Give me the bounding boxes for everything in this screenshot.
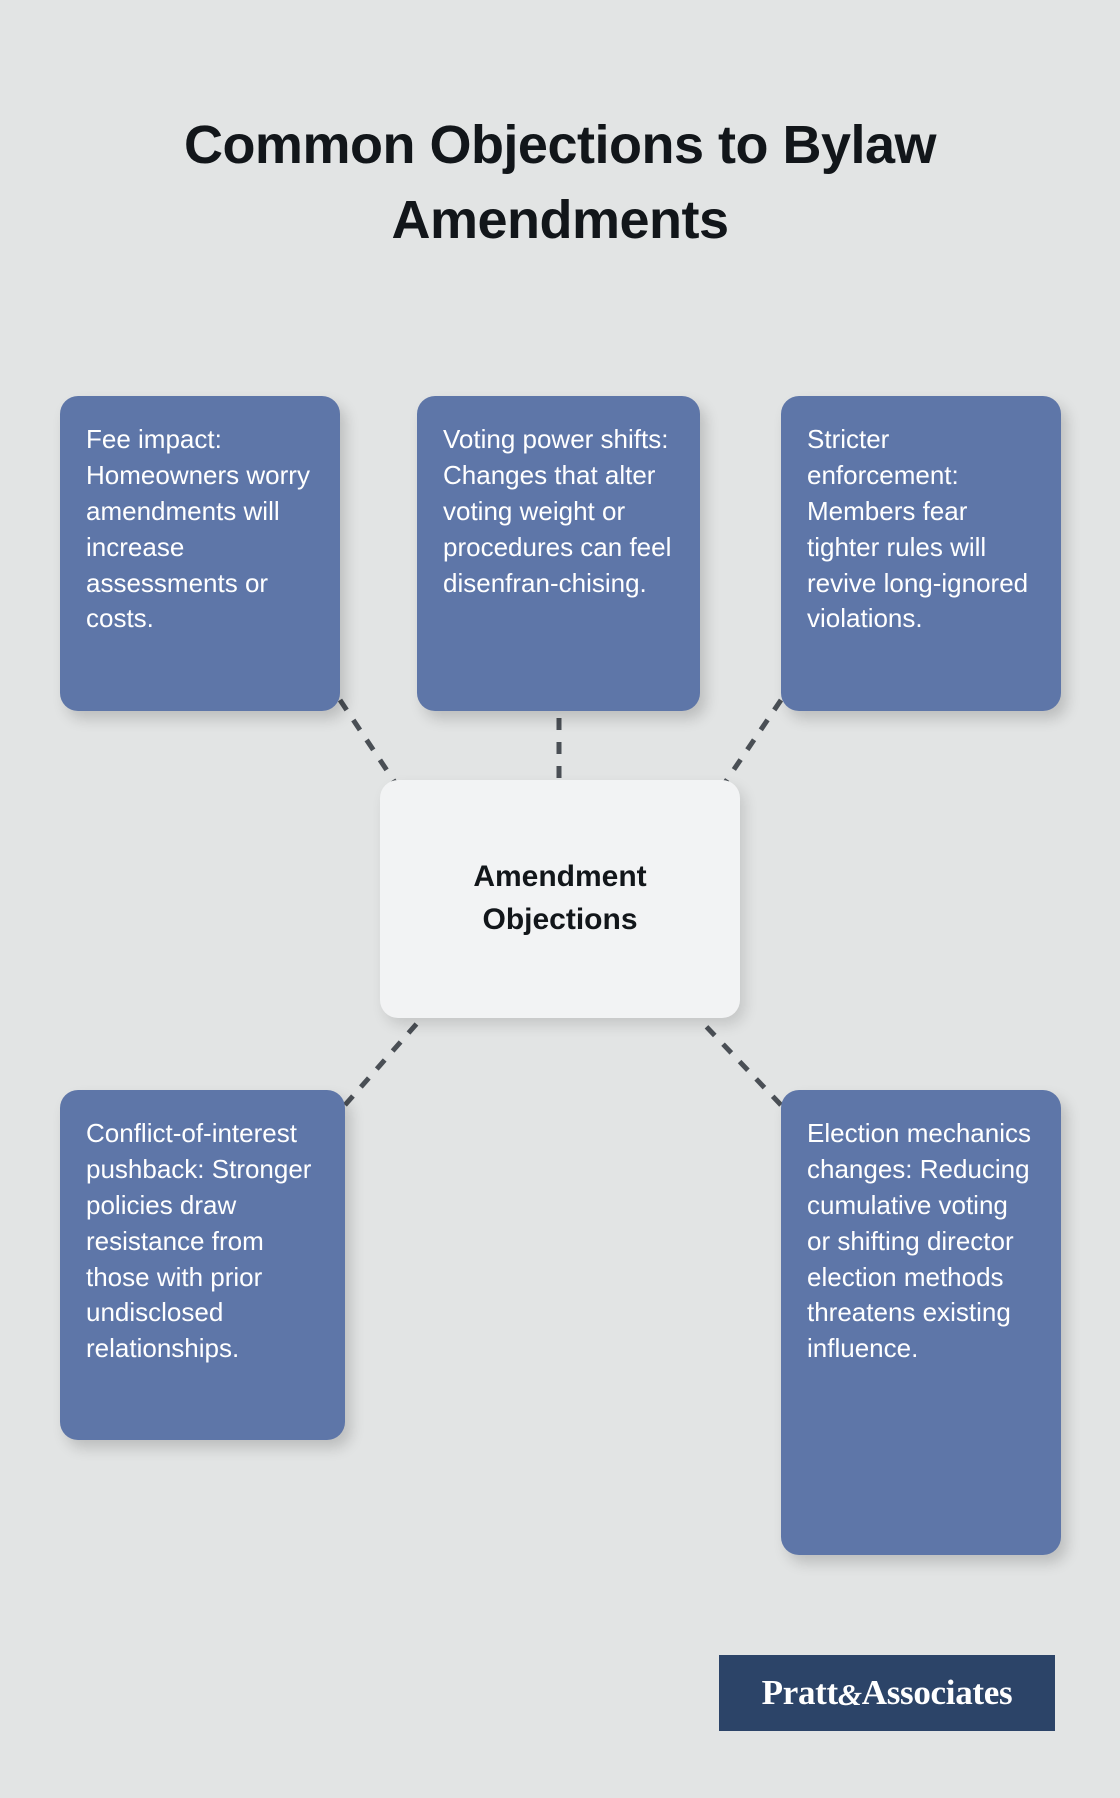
logo-ampersand: & <box>837 1677 862 1712</box>
center-hub-label: Amendment Objections <box>473 860 647 936</box>
company-logo-text <box>762 1673 1013 1713</box>
objection-card-conflict-of-interest-pushback[interactable]: Conflict-of-interest pushback: Stronger policies draw resistance from those with prior undisclosed relationships. <box>60 1090 345 1440</box>
connector-stricter <box>720 700 781 790</box>
center-hub-node[interactable] <box>380 780 740 1018</box>
objection-card-fee-impact[interactable]: Fee impact: Homeowners worry amendments will increase assessments or costs. <box>60 396 340 711</box>
company-logo <box>719 1655 1055 1731</box>
page-title: Common Objections to Bylaw Amendments <box>183 115 937 250</box>
logo-surname: Associates <box>861 1673 1013 1712</box>
connector-conflict <box>345 1020 420 1105</box>
connector-fee <box>340 700 400 790</box>
objection-card-voting-power-shifts[interactable]: Voting power shifts: Changes that alter voting weight or procedures can feel disenfran-chising. <box>417 396 700 711</box>
logo-name: Pratt <box>761 1673 838 1712</box>
connector-election <box>700 1020 781 1105</box>
objection-card-stricter-enforcement[interactable]: Stricter enforcement: Members fear tighter rules will revive long-ignored violations. <box>781 396 1061 711</box>
objection-card-election-mechanics-changes[interactable]: Election mechanics changes: Reducing cumulative voting or shifting director election methods threatens existing influence. <box>781 1090 1061 1555</box>
